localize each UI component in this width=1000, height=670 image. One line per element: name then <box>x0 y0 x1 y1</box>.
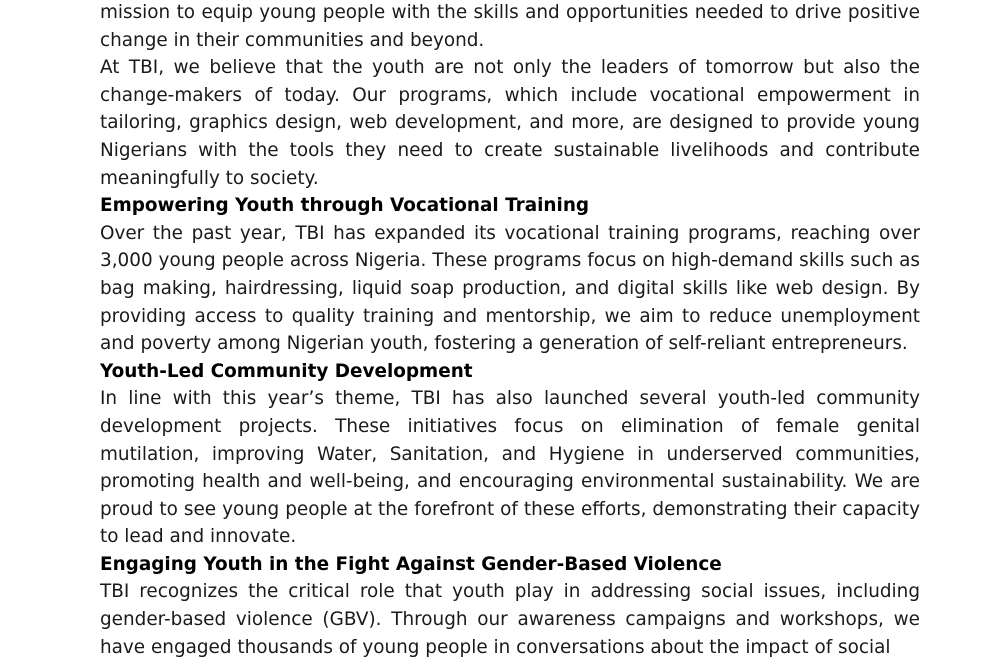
intro-paragraph-belief: At TBI, we believe that the youth are not only the leaders of tomorrow but also the change-makers of today. Our programs, which include vocational empowerment in tailoring, graphics design, web development, and more, are designed to provide young Nigerians with the tools they need to create sustainable livelihoods and contribute meaningfully to society. <box>100 57 920 189</box>
section-body-community-development: In line with this year’s theme, TBI has also launched several youth-led community development projects. These initiatives focus on elimination of female genital mutilation, improving Water, Sanitation, and Hygiene in underserved communities, promoting health and well-being, and encouraging environmental sustainability. We are proud to see young people at the forefront of these efforts, demonstrating their capacity to lead and innovate. <box>100 388 920 548</box>
section-heading-community-development: Youth-Led Community Development <box>100 360 473 382</box>
document-body <box>100 0 920 661</box>
section-heading-gbv: Engaging Youth in the Fight Against Gender-Based Violence <box>100 553 722 575</box>
section-heading-vocational-training: Empowering Youth through Vocational Training <box>100 195 590 217</box>
intro-paragraph-mission: mission to equip young people with the skills and opportunities needed to drive positive change in their communities and beyond. <box>100 2 920 51</box>
section-body-gbv: TBI recognizes the critical role that youth play in addressing social issues, including gender-based violence (GBV). Through our awareness campaigns and workshops, we have engaged thousands of young people in conversations about the impact of social <box>100 581 920 658</box>
section-body-vocational-training: Over the past year, TBI has expanded its vocational training programs, reaching over 3,000 young people across Nigeria. These programs focus on high-demand skills such as bag making, hairdressing, liquid soap production, and digital skills like web design. By providing access to quality training and mentorship, we aim to reduce unemployment and poverty among Nigerian youth, fostering a generation of self-reliant entrepreneurs. <box>100 222 920 355</box>
